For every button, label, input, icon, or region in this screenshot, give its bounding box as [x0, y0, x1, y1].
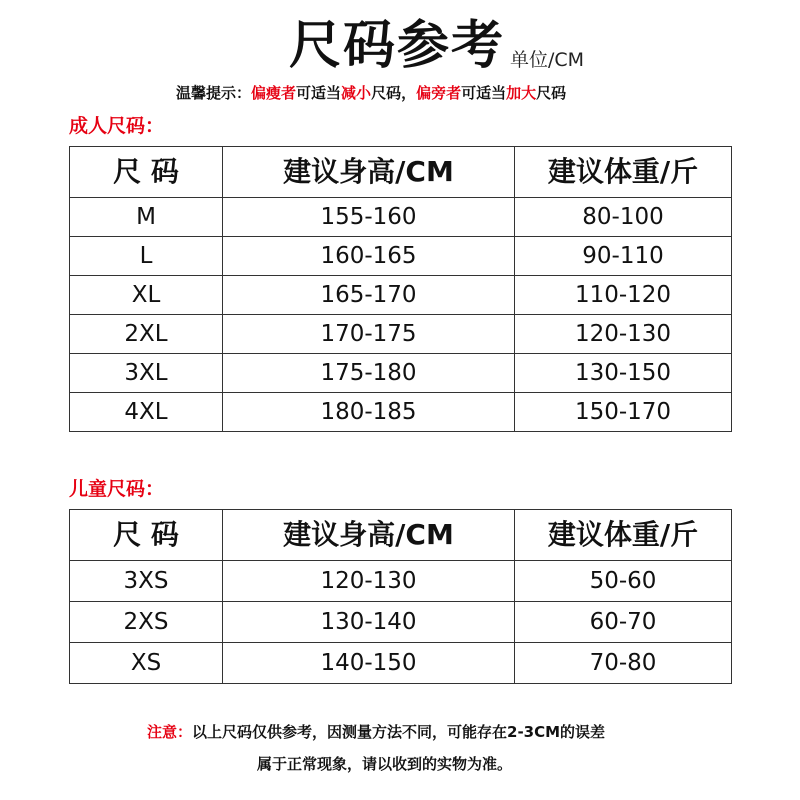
tip-slim: 偏瘦者	[251, 84, 297, 102]
kids-header-row	[70, 510, 732, 561]
header-weight: 建议体重/斤	[515, 510, 732, 561]
table-row	[70, 561, 732, 602]
size-cell: 2XL	[70, 315, 223, 354]
size-cell: 4XL	[70, 393, 223, 432]
weight-cell: 60-70	[515, 602, 732, 643]
tip-suffix: 尺码	[536, 84, 567, 102]
height-cell: 175-180	[223, 354, 515, 393]
size-cell: 3XS	[70, 561, 223, 602]
size-cell: L	[70, 237, 223, 276]
weight-cell: 80-100	[515, 198, 732, 237]
tip-heavy: 偏旁者	[416, 84, 462, 102]
tip-mid1: 可适当	[296, 84, 342, 102]
header-height: 建议身高/CM	[223, 147, 515, 198]
header-height: 建议身高/CM	[223, 510, 515, 561]
table-row	[70, 643, 732, 684]
page-title: 尺码参考	[289, 16, 506, 76]
kids-size-table	[69, 509, 732, 684]
size-cell: XL	[70, 276, 223, 315]
header-weight: 建议体重/斤	[515, 147, 732, 198]
table-row	[70, 393, 732, 432]
weight-cell: 90-110	[515, 237, 732, 276]
weight-cell: 70-80	[515, 643, 732, 684]
note-line-1	[147, 722, 605, 742]
height-cell: 140-150	[223, 643, 515, 684]
height-cell: 160-165	[223, 237, 515, 276]
header-size: 尺 码	[70, 510, 223, 561]
table-row	[70, 354, 732, 393]
height-cell: 130-140	[223, 602, 515, 643]
weight-cell: 50-60	[515, 561, 732, 602]
height-cell: 155-160	[223, 198, 515, 237]
tip-reduce: 减小	[341, 84, 372, 102]
adult-section-label: 成人尺码：	[69, 115, 165, 137]
unit-label: 单位/CM	[510, 49, 585, 71]
height-cell: 180-185	[223, 393, 515, 432]
height-cell: 165-170	[223, 276, 515, 315]
height-cell: 170-175	[223, 315, 515, 354]
size-tip	[176, 83, 566, 103]
adult-size-table	[69, 146, 732, 432]
adult-header-row	[70, 147, 732, 198]
size-cell: M	[70, 198, 223, 237]
table-row	[70, 315, 732, 354]
weight-cell: 130-150	[515, 354, 732, 393]
tip-prefix: 温馨提示：	[176, 84, 252, 102]
weight-cell: 110-120	[515, 276, 732, 315]
table-row	[70, 276, 732, 315]
table-row	[70, 237, 732, 276]
kids-section-label: 儿童尺码：	[69, 478, 165, 500]
header-size: 尺 码	[70, 147, 223, 198]
size-cell: 3XL	[70, 354, 223, 393]
table-row	[70, 602, 732, 643]
table-row	[70, 198, 732, 237]
tip-enlarge: 加大	[506, 84, 537, 102]
note-line-2: 属于正常现象，请以收到的实物为准。	[257, 755, 513, 773]
tip-mid2: 尺码，	[371, 84, 417, 102]
weight-cell: 120-130	[515, 315, 732, 354]
note-text-1: 以上尺码仅供参考，因测量方法不同，可能存在2-3CM的误差	[192, 723, 606, 741]
note-label: 注意：	[147, 723, 193, 741]
weight-cell: 150-170	[515, 393, 732, 432]
size-cell: 2XS	[70, 602, 223, 643]
size-cell: XS	[70, 643, 223, 684]
tip-mid3: 可适当	[461, 84, 507, 102]
height-cell: 120-130	[223, 561, 515, 602]
